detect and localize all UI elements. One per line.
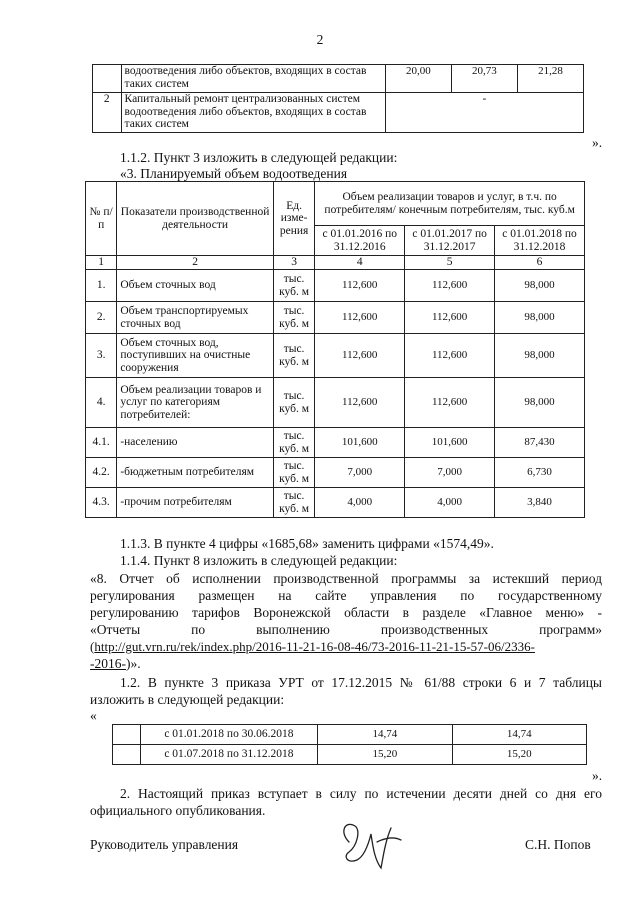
col-number: 6 — [495, 256, 585, 270]
value-cell: 4,000 — [405, 488, 495, 518]
row-name: Объем реализации товаров и услуг по категориям потребителей: — [117, 378, 274, 428]
col-number: 1 — [86, 256, 117, 270]
header-row — [86, 182, 585, 226]
row-name: Капитальный ремонт централизованных систем водоотведения либо объектов, входящих в состав таких систем — [121, 93, 385, 133]
tariff-table — [112, 724, 587, 765]
value-cell: 15,20 — [452, 745, 586, 765]
dash-cell: - — [385, 93, 583, 133]
row-no: 2. — [86, 302, 117, 334]
point8-line: «8. Отчет об исполнении производственной программы за истекший период — [90, 571, 602, 586]
header-indicator: Показатели производственной деятельности — [117, 182, 274, 256]
value-cell: 87,430 — [495, 428, 585, 458]
closing-quote: ». — [592, 135, 603, 150]
value-cell: 6,730 — [495, 458, 585, 488]
row-unit: тыс. куб. м — [273, 428, 314, 458]
header-no: № п/п — [86, 182, 117, 256]
value-cell: 98,000 — [495, 378, 585, 428]
point8-link-line: (http://gut.vrn.ru/rek/index.php/2016-11-21-16-08-46/73-2016-11-21-15-57-06/2336- — [90, 639, 535, 654]
value-cell: 112,600 — [405, 302, 495, 334]
value-cell: 15,20 — [318, 745, 452, 765]
row-unit: тыс. куб. м — [273, 378, 314, 428]
table-row — [86, 302, 585, 334]
value-cell: 98,000 — [495, 302, 585, 334]
row-unit: тыс. куб. м — [273, 302, 314, 334]
row-name: Объем сточных вод, поступивших на очистные сооружения — [117, 334, 274, 378]
row-name: -населению — [117, 428, 274, 458]
value-cell: 20,73 — [451, 65, 517, 93]
row-no: 1. — [86, 270, 117, 302]
value-cell: 7,000 — [405, 458, 495, 488]
value-cell: 112,600 — [315, 378, 405, 428]
value-cell: 112,600 — [405, 378, 495, 428]
signatory-position: Руководитель управления — [90, 837, 239, 852]
value-cell: 101,600 — [405, 428, 495, 458]
paragraph-2: 2. Настоящий приказ вступает в силу по истечении десяти дней со дня его — [120, 786, 602, 801]
row-name: -бюджетным потребителям — [117, 458, 274, 488]
row-unit: тыс. куб. м — [273, 488, 314, 518]
table-row — [86, 488, 585, 518]
value-cell: 101,600 — [315, 428, 405, 458]
point8-line: регулирования размещен на сайте управления по государственному — [90, 588, 602, 603]
opening-quote: « — [90, 708, 97, 723]
table-row — [93, 93, 584, 133]
paragraph-1-1-4: 1.1.4. Пункт 8 изложить в следующей редакции: — [120, 553, 398, 568]
value-cell: 20,00 — [385, 65, 451, 93]
row-name: Объем транспортируемых сточных вод — [117, 302, 274, 334]
point8-end: )». — [126, 656, 141, 671]
top-table — [92, 64, 584, 133]
signature-image — [335, 812, 407, 878]
header-period-2016: с 01.01.2016 по 31.12.2016 — [315, 226, 405, 256]
value-cell: 112,600 — [315, 270, 405, 302]
water-disposal-table — [85, 181, 585, 518]
header-unit: Ед. изме-рения — [273, 182, 314, 256]
table-row — [86, 334, 585, 378]
value-cell: 14,74 — [452, 725, 586, 745]
row-unit: тыс. куб. м — [273, 270, 314, 302]
paragraph-1-2-cont: изложить в следующей редакции: — [90, 692, 285, 707]
row-unit: тыс. куб. м — [273, 334, 314, 378]
value-cell: 112,600 — [405, 334, 495, 378]
value-cell: 98,000 — [495, 334, 585, 378]
table-row — [86, 428, 585, 458]
row-no: 4.3. — [86, 488, 117, 518]
report-link-continued[interactable]: -2016- — [90, 656, 126, 671]
value-cell: 3,840 — [495, 488, 585, 518]
paragraph-1-1-3: 1.1.3. В пункте 4 цифры «1685,68» заменить цифрами «1574,49». — [120, 536, 494, 551]
paragraph-1-1-2: 1.1.2. Пункт 3 изложить в следующей редакции: — [120, 150, 398, 165]
row-no: 4.1. — [86, 428, 117, 458]
table-row — [113, 745, 587, 765]
value-cell: 98,000 — [495, 270, 585, 302]
period-cell: с 01.07.2018 по 31.12.2018 — [140, 745, 317, 765]
column-number-row — [86, 256, 585, 270]
col-number: 5 — [405, 256, 495, 270]
value-cell: 112,600 — [315, 334, 405, 378]
table-row — [93, 65, 584, 93]
report-link[interactable]: http://gut.vrn.ru/rek/index.php/2016-11-21-16-08-46/73-2016-11-21-15-57-06/2336- — [94, 639, 535, 654]
header-period-2017: с 01.01.2017 по 31.12.2017 — [405, 226, 495, 256]
table-row — [113, 725, 587, 745]
col-number: 4 — [315, 256, 405, 270]
paragraph-1-2: 1.2. В пункте 3 приказа УРТ от 17.12.2015 № 61/88 строки 6 и 7 таблицы — [120, 675, 602, 690]
closing-quote: ». — [592, 768, 603, 783]
value-cell: 4,000 — [315, 488, 405, 518]
row-no — [93, 65, 122, 93]
section-title: «3. Планируемый объем водоотведения — [120, 166, 348, 181]
header-volume: Объем реализации товаров и услуг, в т.ч. по потребителям/ конечным потребителям, тыс. куб.м — [315, 182, 585, 226]
table-row — [86, 458, 585, 488]
row-name: Объем сточных вод — [117, 270, 274, 302]
value-cell: 21,28 — [517, 65, 583, 93]
period-cell: с 01.01.2018 по 30.06.2018 — [140, 725, 317, 745]
value-cell: 112,600 — [405, 270, 495, 302]
row-unit: тыс. куб. м — [273, 458, 314, 488]
signatory-name: С.Н. Попов — [525, 837, 591, 852]
point8-line: «Отчеты по выполнению производственных программ» — [90, 622, 602, 637]
page-number: 2 — [316, 32, 324, 47]
paragraph-2-cont: официального опубликования. — [90, 803, 266, 818]
col-number: 3 — [273, 256, 314, 270]
value-cell: 7,000 — [315, 458, 405, 488]
table-row — [86, 270, 585, 302]
row-no: 2 — [93, 93, 122, 133]
row-no: 4. — [86, 378, 117, 428]
row-name: -прочим потребителям — [117, 488, 274, 518]
point8-line: регулированию тарифов Воронежской области в разделе «Главное меню» - — [90, 605, 602, 620]
row-no: 4.2. — [86, 458, 117, 488]
point8-link-line — [90, 656, 141, 672]
header-period-2018: с 01.01.2018 по 31.12.2018 — [495, 226, 585, 256]
row-no: 3. — [86, 334, 117, 378]
row-name: водоотведения либо объектов, входящих в состав таких систем — [121, 65, 385, 93]
value-cell: 14,74 — [318, 725, 452, 745]
col-number: 2 — [117, 256, 274, 270]
value-cell: 112,600 — [315, 302, 405, 334]
table-row — [86, 378, 585, 428]
